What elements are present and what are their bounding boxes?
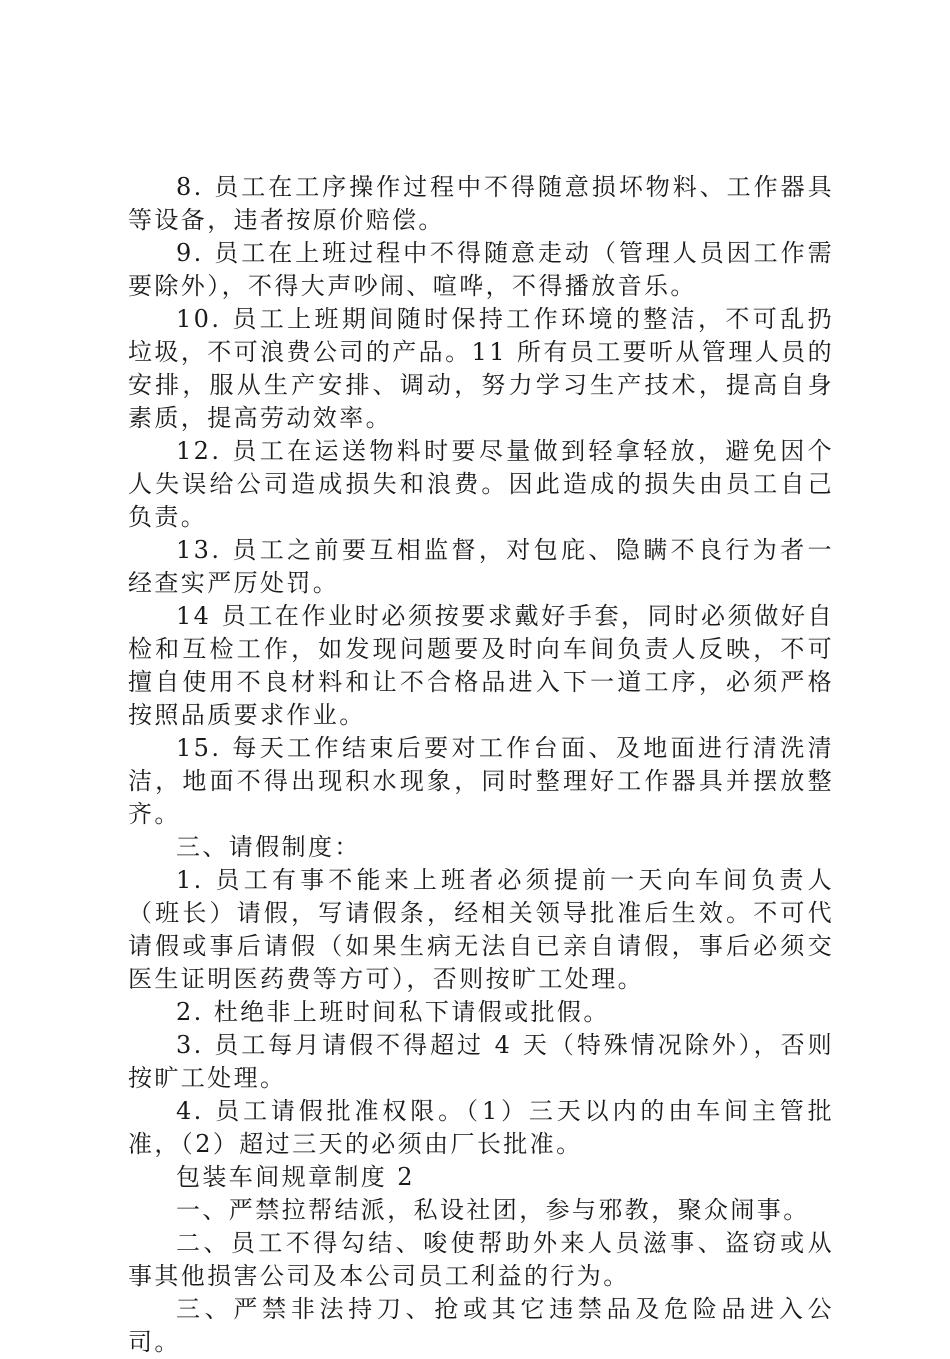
leave-rule-2: 2. 杜绝非上班时间私下请假或批假。 [176, 998, 610, 1026]
rule-14: 14 员工在作业时必须按要求戴好手套，同时必须做好自检和互检工作，如发现问题要及时向车间负责人反映，不可擅自使用不良材料和让不合格品进入下一道工序，必须严格按照品质要求作业。 [128, 602, 834, 729]
rule-12: 12. 员工在运送物料时要尽量做到轻拿轻放，避免因个人失误给公司造成损失和浪费。因此造成的损失由员工自己负责。 [128, 437, 834, 531]
rule-15: 15. 每天工作结束后要对工作台面、及地面进行清洗清洁，地面不得出现积水现象，同时整理好工作器具并摆放整齐。 [128, 734, 834, 828]
document-body [128, 171, 834, 1359]
rule-13: 13. 员工之前要互相监督，对包庇、隐瞒不良行为者一经查实严厉处罚。 [128, 536, 834, 597]
leave-rule-4: 4. 员工请假批准权限。（1）三天以内的由车间主管批准，（2）超过三天的必须由厂长批准。 [128, 1097, 834, 1158]
rule-8: 8. 员工在工序操作过程中不得随意损坏物料、工作器具等设备，违者按原价赔偿。 [128, 173, 834, 234]
rule-10-11: 10. 员工上班期间随时保持工作环境的整洁，不可乱扔垃圾，不可浪费公司的产品。11 所有员工要听从管理人员的安排，服从生产安排、调动，努力学习生产技术，提高自身素质，提高劳动效率。 [128, 305, 834, 432]
section-title-packaging: 包装车间规章制度 2 [176, 1163, 415, 1191]
leave-rule-3: 3. 员工每月请假不得超过 4 天（特殊情况除外），否则按旷工处理。 [128, 1031, 834, 1092]
rule-9: 9. 员工在上班过程中不得随意走动（管理人员因工作需要除外），不得大声吵闹、喧哗，不得播放音乐。 [128, 239, 834, 300]
packaging-rule-1: 一、严禁拉帮结派，私设社团，参与邪教，聚众闹事。 [176, 1196, 810, 1224]
leave-rule-1: 1. 员工有事不能来上班者必须提前一天向车间负责人（班长）请假，写请假条，经相关领导批准后生效。不可代请假或事后请假（如果生病无法自已亲自请假，事后必须交医生证明医药费等方可），否则按旷工处理。 [128, 866, 834, 993]
packaging-rule-3: 三、严禁非法持刀、抢或其它违禁品及危险品进入公司。 [128, 1295, 834, 1356]
section-heading-leave: 三、请假制度： [176, 833, 361, 861]
packaging-rule-2: 二、员工不得勾结、唆使帮助外来人员滋事、盗窃或从事其他损害公司及本公司员工利益的行为。 [128, 1229, 834, 1290]
